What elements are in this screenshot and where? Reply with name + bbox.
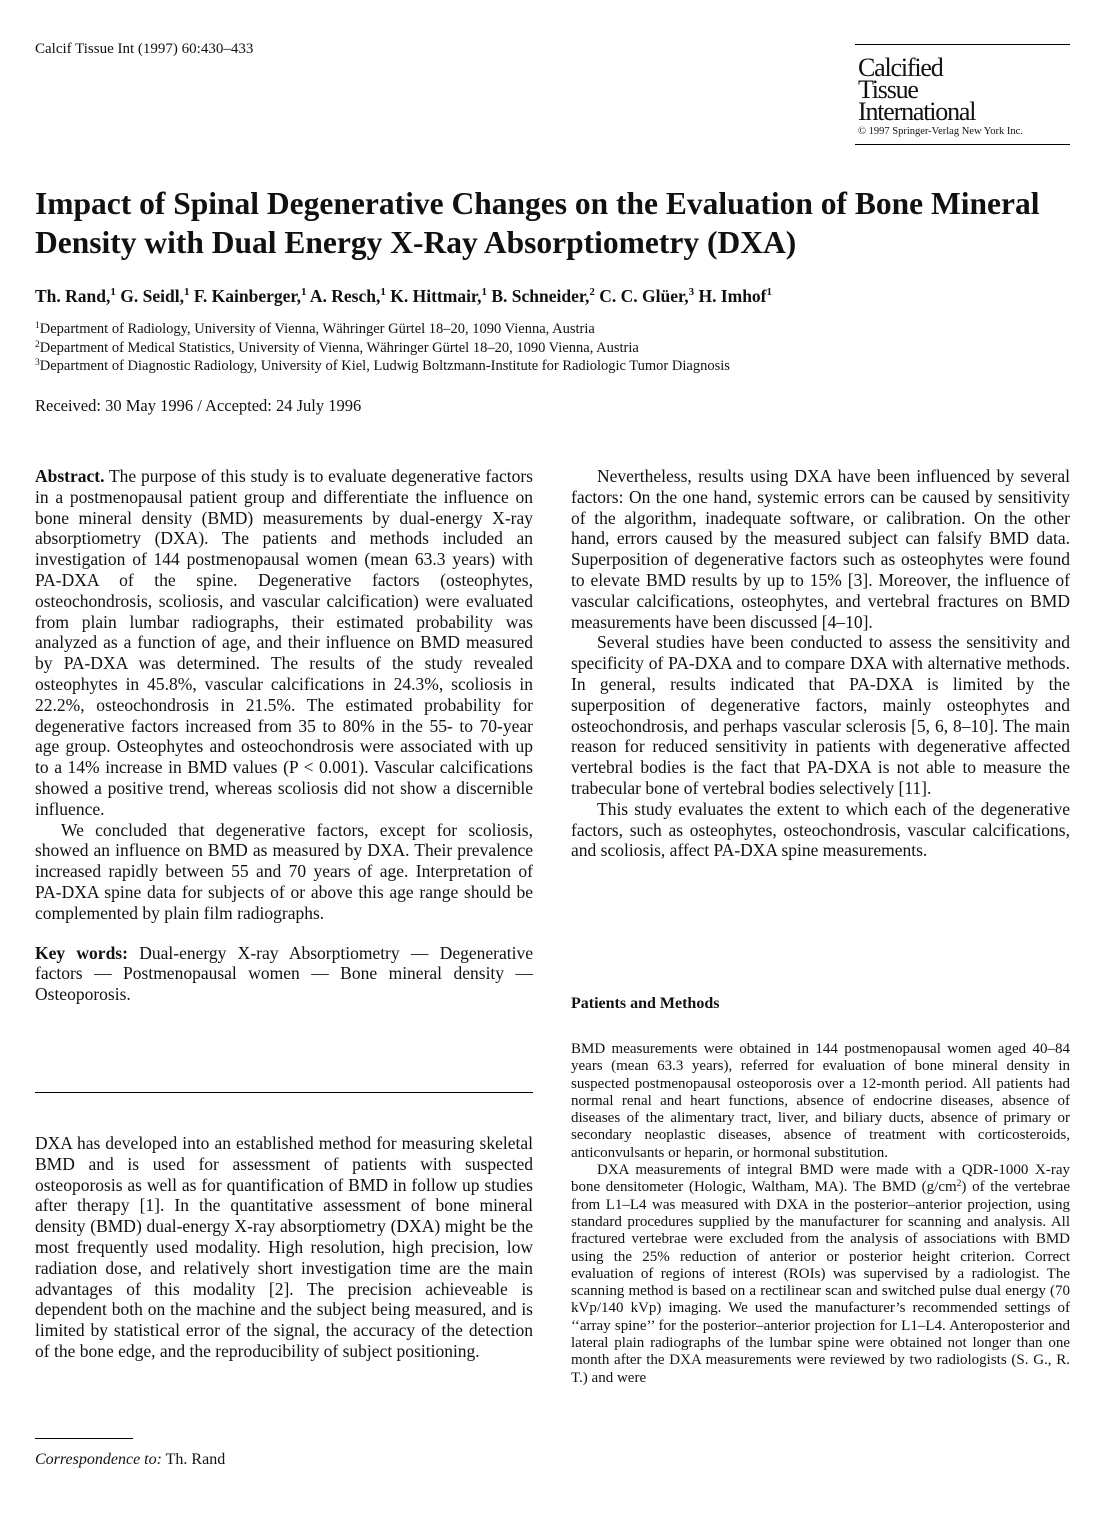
body-paragraph: Nevertheless, results using DXA have been influenced by several factors: On the one hand, systemic errors can be caused by sensitivity of the algorithm, inadequate software, or calibration. On the other hand, errors caused by the measured subject can falsify BMD data. Superposition of degenerative factors such as osteophytes were found to elevate BMD results by up to 15% [3]. Moreover, the influence of vascular calcifications, osteophytes, and vertebral fractures on BMD measurements have been discussed [4–10]. <box>571 466 1070 632</box>
affiliation-mark: 3 <box>35 358 40 368</box>
left-column <box>35 466 533 1005</box>
received-accepted-dates: Received: 30 May 1996 / Accepted: 24 July 1996 <box>35 396 362 415</box>
right-column <box>571 466 1070 861</box>
author-name: C. C. Glüer, <box>599 286 689 306</box>
journal-logo <box>858 53 1070 126</box>
author-name: F. Kainberger, <box>193 286 301 306</box>
author <box>35 286 116 306</box>
author <box>310 286 386 306</box>
author-name: B. Schneider, <box>491 286 590 306</box>
author-affiliation-mark: 1 <box>110 286 116 298</box>
methods-paragraph: BMD measurements were obtained in 144 postmenopausal women aged 40–84 years (mean 63.3 years), referred for evaluation of bone mineral density in suspected postmenopausal osteoporosis over a 12-month period. All patients had normal renal and heart functions, absence of endocrine diseases, absence of diseases of the alimentary tract, liver, and biliary ducts, absence of primary or secondary neoplastic diseases, absence of treatment with corticosteroids, anticonvulsants or heparin, or hormonal substitution. <box>571 1041 1070 1161</box>
abstract-divider <box>35 1092 533 1093</box>
methods-section <box>571 1041 1070 1387</box>
correspondence-label: Correspondence to: <box>35 1451 162 1468</box>
journal-citation: Calcif Tissue Int (1997) 60:430–433 <box>35 41 254 57</box>
affiliation-mark: 1 <box>35 321 40 331</box>
body-paragraph: This study evaluates the extent to which each of the degenerative factors, such as osteophytes, osteochondrosis, vascular calcifications, and scoliosis, affect PA-DXA spine measurements. <box>571 798 1070 861</box>
unit-superscript: 2 <box>956 1179 962 1190</box>
affiliation-list <box>35 320 730 376</box>
affiliation <box>35 357 730 376</box>
author <box>599 286 694 306</box>
correspondence-name: Th. Rand <box>165 1451 226 1468</box>
article-title: Impact of Spinal Degenerative Changes on the Evaluation of Bone Mineral Density with Dual Energy X-Ray Absorptiometry (DXA) <box>35 186 1040 260</box>
author-name: G. Seidl, <box>120 286 184 306</box>
introduction-paragraph: DXA has developed into an established method for measuring skeletal BMD and is used for assessment of patients with suspected osteoporosis as well as for quantification of BMD in follow up studies after therapy [1]. In the quantitative assessment of bone mineral density (BMD) dual-energy X-ray absorptiometry (DXA) might be the most frequently used modality. High resolution, high precision, low radiation dose, and relatively short investigation time are the main advantages of this modality [2]. The precision achieveable is dependent both on the machine and the subject being measured, and is limited by statistical error of the signal, the accuracy of the detection of the bone edge, and the reproducibility of subject positioning. <box>35 1133 533 1361</box>
methods-text: ) of the vertebrae from L1–L4 was measured with DXA in the posterior–anterior projection, using standard procedures supplied by the manufacturer for scanning and analysis. All fractured vertebrae were excluded from the analysis of associations with BMD using the 25% reduction of anterior or posterior height criterion. Correct evaluation of regions of interest (ROIs) was supervised by a radiologist. The scanning method is based on a rectilinear scan and switched pulse dual energy (70 kVp/140 kVp) imaging. We used the manufacturer’s recommended settings of ‘‘array spine’’ for the posterior–anterior projection for L1–L4. Anteroposterior and lateral plain radiographs of the lumbar spine were obtained not longer than one month after the DXA measurements were reviewed by two radiologists (S. G., R. T.) and were <box>571 1179 1070 1386</box>
correspondence-note <box>35 1451 225 1469</box>
methods-paragraph <box>571 1162 1070 1387</box>
footnote-divider <box>35 1438 133 1439</box>
author-affiliation-mark: 2 <box>589 286 595 298</box>
affiliation-text: Department of Radiology, University of Vienna, Währinger Gürtel 18–20, 1090 Vienna, Austria <box>39 321 595 337</box>
journal-logo-block <box>855 44 1070 145</box>
author-name: H. Imhof <box>698 286 767 306</box>
author-affiliation-mark: 1 <box>766 286 773 298</box>
journal-logo-line: Calcified <box>858 53 943 82</box>
author-list <box>35 286 772 307</box>
abstract-conclusion: We concluded that degenerative factors, except for scoliosis, showed an influence on BMD as measured by DXA. Their prevalence increased rapidly between 55 and 70 years of age. Interpretation of PA-DXA spine data for subjects of or above this age range should be complemented by plain film radiographs. <box>35 819 533 923</box>
keywords-text: Dual-energy X-ray Absorptiometry — Degenerative factors — Postmenopausal women — Bone mineral density — Osteoporosis. <box>35 942 533 1005</box>
keywords-label: Key words: <box>35 942 128 963</box>
body-paragraph: Several studies have been conducted to assess the sensitivity and specificity of PA-DXA and to compare DXA with alternative methods. In general, results indicated that PA-DXA is limited by the superposition of degenerative factors, mainly osteophytes and osteochondrosis, and perhaps vascular sclerosis [5, 6, 8–10]. The main reason for reduced sensitivity in patients with degenerative affected vertebral bodies is the fact that PA-DXA is not able to measure the trabecular bone of vertebral bodies selectively [11]. <box>571 632 1070 798</box>
abstract-text: The purpose of this study is to evaluate degenerative factors in a postmenopausal patient group and differentiate the influence on bone mineral density (BMD) measurements by dual-energy X-ray absorptiometry (DXA). The patients and methods included an investigation of 144 postmenopausal women (mean 63.3 years) with PA-DXA of the spine. Degenerative factors (osteophytes, osteochondrosis, scoliosis, and vascular calcification) were evaluated from plain lumbar radiographs, their estimated probability was analyzed as a function of age, and their influence on BMD measured by PA-DXA was determined. The results of the study revealed osteophytes in 45.8%, vascular calcifications in 24.3%, scoliosis in 22.2%, osteochondrosis in 21.5%. The estimated probability for degenerative factors increased from 35 to 80% in the 55- to 70-year age group. Osteophytes and osteochondrosis were associated with up to a 14% increase in BMD values (P < 0.001). Vascular calcifications showed a positive trend, whereas scoliosis did not show a discernible influence. <box>35 466 533 819</box>
affiliation-mark: 2 <box>35 339 40 350</box>
section-heading: Patients and Methods <box>571 995 720 1012</box>
author-affiliation-mark: 1 <box>481 286 487 298</box>
author <box>194 286 307 306</box>
author-affiliation-mark: 3 <box>688 286 695 298</box>
journal-logo-line: International <box>858 97 976 126</box>
affiliation <box>35 320 730 339</box>
affiliation <box>35 339 730 358</box>
affiliation-text: Department of Diagnostic Radiology, University of Kiel, Ludwig Boltzmann-Institute for Radiologic Tumor Diagnosis <box>39 358 730 374</box>
author <box>120 286 189 306</box>
author-affiliation-mark: 1 <box>380 286 386 298</box>
author <box>390 286 487 306</box>
copyright-notice: © 1997 Springer-Verlag New York Inc. <box>858 126 1023 137</box>
journal-logo-line: Tissue <box>858 75 918 104</box>
affiliation-text: Department of Medical Statistics, University of Vienna, Währinger Gürtel 18–20, 1090 Vienna, Austria <box>39 339 639 356</box>
author-name: A. Resch, <box>309 286 381 306</box>
methods-text: DXA measurements of integral BMD were made with a QDR-1000 X-ray bone densitometer (Hologic, Waltham, MA). The BMD (g/cm <box>571 1162 1070 1196</box>
author-affiliation-mark: 1 <box>183 286 190 298</box>
author <box>491 286 595 306</box>
abstract-paragraph <box>35 466 533 820</box>
abstract-label: Abstract. <box>35 466 105 486</box>
author-affiliation-mark: 1 <box>300 286 307 298</box>
author <box>698 286 772 306</box>
author-name: Th. Rand, <box>35 286 111 306</box>
keywords-paragraph <box>35 943 533 1005</box>
author-name: K. Hittmair, <box>390 286 482 306</box>
